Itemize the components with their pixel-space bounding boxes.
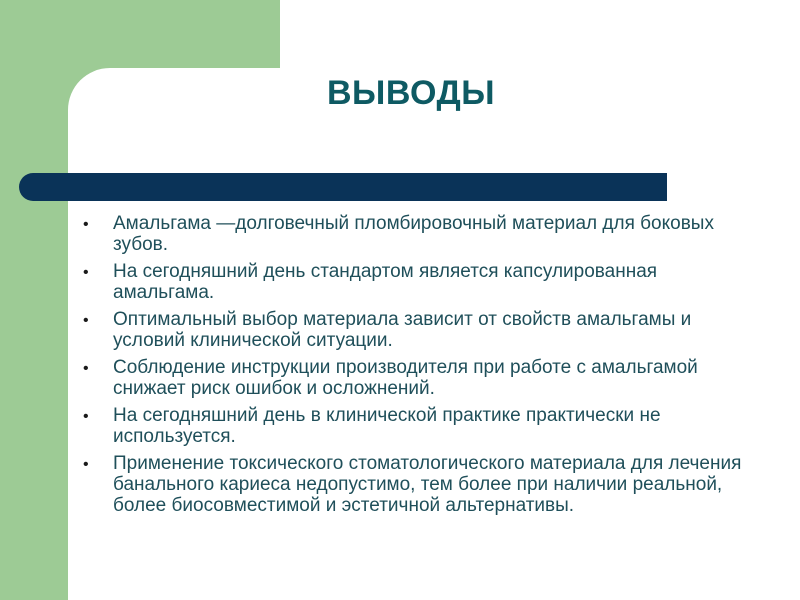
- bullet-dot-icon: •: [83, 360, 89, 377]
- bullet-dot-icon: •: [83, 312, 89, 329]
- bullet-item: [80, 213, 760, 255]
- bullet-dot-icon: •: [83, 216, 89, 233]
- bullet-list: [80, 213, 760, 522]
- bullet-text: На сегодняшний день стандартом является капсулированная амальгама.: [113, 261, 658, 303]
- title-underline-bar: [19, 173, 667, 201]
- bullet-text: На сегодняшний день в клинической практике практически не используется.: [113, 405, 661, 447]
- bullet-dot-icon: •: [83, 264, 89, 281]
- bullet-item: [80, 357, 760, 399]
- bullet-dot-icon: •: [83, 408, 89, 425]
- bullet-text: Применение токсического стоматологического материала для лечения банального кариеса недопустимо, тем более при наличии реальной, более биосовместимой и эстетичной альтернативы.: [113, 453, 742, 516]
- bullet-item: [80, 309, 760, 351]
- bullet-dot-icon: •: [83, 456, 89, 473]
- bullet-item: [80, 405, 760, 447]
- bullet-item: [80, 261, 760, 303]
- bullet-text: Соблюдение инструкции производителя при работе с амальгамой снижает риск ошибок и осложнений.: [113, 357, 698, 399]
- slide-title: ВЫВОДЫ: [327, 74, 496, 112]
- bullet-item: [80, 453, 760, 516]
- bullet-text: Амальгама —долговечный пломбировочный материал для боковых зубов.: [113, 213, 714, 255]
- bullet-text: Оптимальный выбор материала зависит от свойств амальгамы и условий клинической ситуации.: [113, 309, 692, 351]
